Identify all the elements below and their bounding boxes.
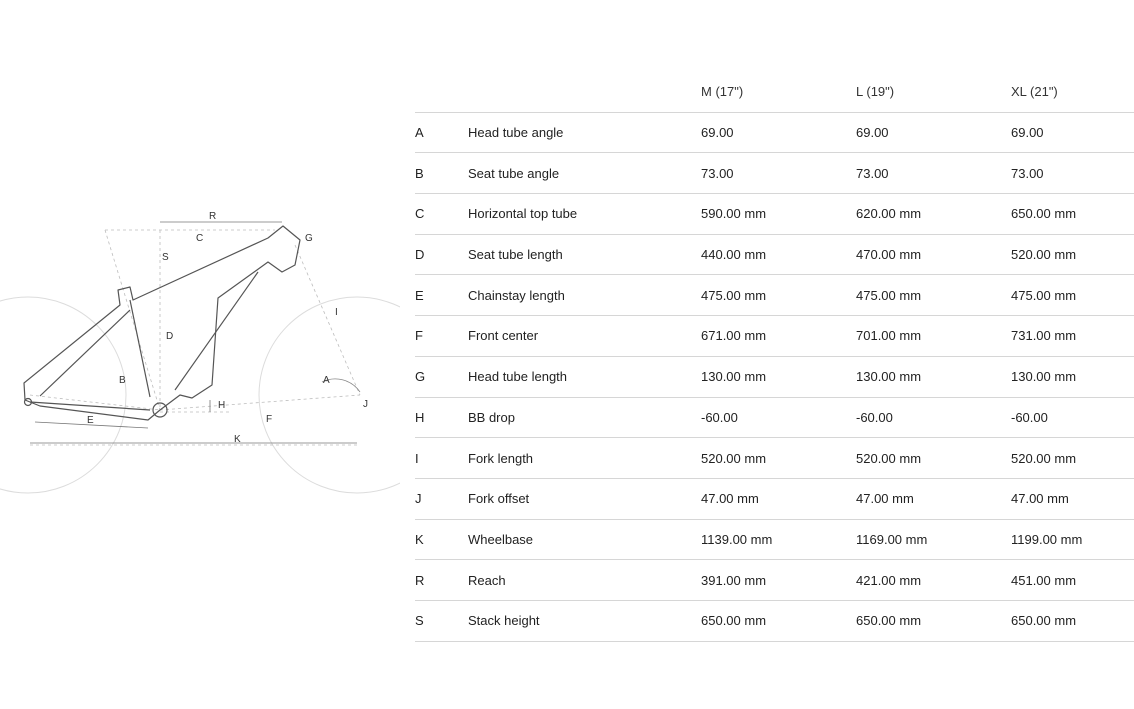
diagram-label-e: E (87, 415, 94, 426)
cell-size-m: 671.00 mm (701, 316, 856, 357)
cell-size-l: 73.00 (856, 153, 1011, 194)
table-row (415, 153, 1134, 194)
cell-size-xl: 130.00 mm (1011, 356, 1134, 397)
row-letter: S (415, 600, 468, 641)
row-letter: R (415, 560, 468, 601)
cell-size-l: 620.00 mm (856, 194, 1011, 235)
diagram-label-h: H (218, 400, 226, 411)
cell-size-l: 701.00 mm (856, 316, 1011, 357)
diagram-label-b: B (119, 375, 126, 386)
diagram-label-i: I (335, 307, 338, 318)
cell-size-m: 1139.00 mm (701, 519, 856, 560)
cell-size-m: 391.00 mm (701, 560, 856, 601)
cell-size-m: 130.00 mm (701, 356, 856, 397)
diagram-label-c: C (196, 233, 204, 244)
row-letter: H (415, 397, 468, 438)
rear-wheel-outline (0, 297, 126, 493)
cell-size-l: 475.00 mm (856, 275, 1011, 316)
table-row (415, 234, 1134, 275)
table-header-row (415, 72, 1134, 112)
cell-size-l: 130.00 mm (856, 356, 1011, 397)
header-size-m: M (17") (701, 72, 856, 112)
row-letter: I (415, 438, 468, 479)
table-row (415, 356, 1134, 397)
cell-size-m: 69.00 (701, 112, 856, 153)
cell-size-xl: -60.00 (1011, 397, 1134, 438)
row-name: BB drop (468, 397, 701, 438)
cell-size-m: 520.00 mm (701, 438, 856, 479)
row-letter: F (415, 316, 468, 357)
table-row (415, 438, 1134, 479)
cell-size-m: 47.00 mm (701, 478, 856, 519)
cell-size-l: 47.00 mm (856, 478, 1011, 519)
table-row (415, 194, 1134, 235)
header-name (468, 72, 701, 112)
row-letter: J (415, 478, 468, 519)
front-wheel-outline (259, 297, 400, 493)
table-row (415, 600, 1134, 641)
diagram-label-f: F (266, 414, 273, 425)
table-row (415, 560, 1134, 601)
row-letter: E (415, 275, 468, 316)
row-name: Stack height (468, 600, 701, 641)
cell-size-xl: 73.00 (1011, 153, 1134, 194)
cell-size-xl: 47.00 mm (1011, 478, 1134, 519)
row-letter: G (415, 356, 468, 397)
table-row (415, 112, 1134, 153)
table-row (415, 275, 1134, 316)
diagram-label-s: S (162, 252, 169, 263)
row-name: Fork offset (468, 478, 701, 519)
cell-size-xl: 475.00 mm (1011, 275, 1134, 316)
cell-size-m: 475.00 mm (701, 275, 856, 316)
table-row (415, 478, 1134, 519)
cell-size-l: 470.00 mm (856, 234, 1011, 275)
row-name: Front center (468, 316, 701, 357)
header-letter (415, 72, 468, 112)
cell-size-l: 520.00 mm (856, 438, 1011, 479)
cell-size-xl: 1199.00 mm (1011, 519, 1134, 560)
cell-size-l: 650.00 mm (856, 600, 1011, 641)
table-body (415, 112, 1134, 641)
cell-size-l: 421.00 mm (856, 560, 1011, 601)
row-letter: C (415, 194, 468, 235)
cell-size-xl: 520.00 mm (1011, 234, 1134, 275)
diagram-label-r: R (209, 211, 217, 222)
cell-size-xl: 650.00 mm (1011, 194, 1134, 235)
row-name: Head tube angle (468, 112, 701, 153)
bike-geometry-diagram (0, 190, 400, 510)
cell-size-l: 1169.00 mm (856, 519, 1011, 560)
cell-size-m: 590.00 mm (701, 194, 856, 235)
row-letter: B (415, 153, 468, 194)
row-name: Reach (468, 560, 701, 601)
header-size-l: L (19") (856, 72, 1011, 112)
cell-size-xl: 451.00 mm (1011, 560, 1134, 601)
cell-size-m: 650.00 mm (701, 600, 856, 641)
diagram-label-d: D (166, 331, 174, 342)
cell-size-m: 440.00 mm (701, 234, 856, 275)
cell-size-m: 73.00 (701, 153, 856, 194)
row-letter: D (415, 234, 468, 275)
cell-size-xl: 69.00 (1011, 112, 1134, 153)
header-size-xl: XL (21") (1011, 72, 1134, 112)
row-letter: A (415, 112, 468, 153)
row-name: Chainstay length (468, 275, 701, 316)
row-name: Wheelbase (468, 519, 701, 560)
diagram-label-g: G (305, 233, 313, 244)
geometry-table (415, 72, 1134, 642)
cell-size-m: -60.00 (701, 397, 856, 438)
table-row (415, 519, 1134, 560)
diagram-label-j: J (363, 399, 368, 410)
row-name: Seat tube length (468, 234, 701, 275)
row-name: Horizontal top tube (468, 194, 701, 235)
cell-size-l: 69.00 (856, 112, 1011, 153)
table-row (415, 316, 1134, 357)
table-row (415, 397, 1134, 438)
row-name: Head tube length (468, 356, 701, 397)
row-name: Seat tube angle (468, 153, 701, 194)
diagram-label-a: A (323, 375, 330, 386)
row-name: Fork length (468, 438, 701, 479)
diagram-label-k: K (234, 434, 241, 445)
row-letter: K (415, 519, 468, 560)
cell-size-l: -60.00 (856, 397, 1011, 438)
cell-size-xl: 650.00 mm (1011, 600, 1134, 641)
cell-size-xl: 731.00 mm (1011, 316, 1134, 357)
cell-size-xl: 520.00 mm (1011, 438, 1134, 479)
